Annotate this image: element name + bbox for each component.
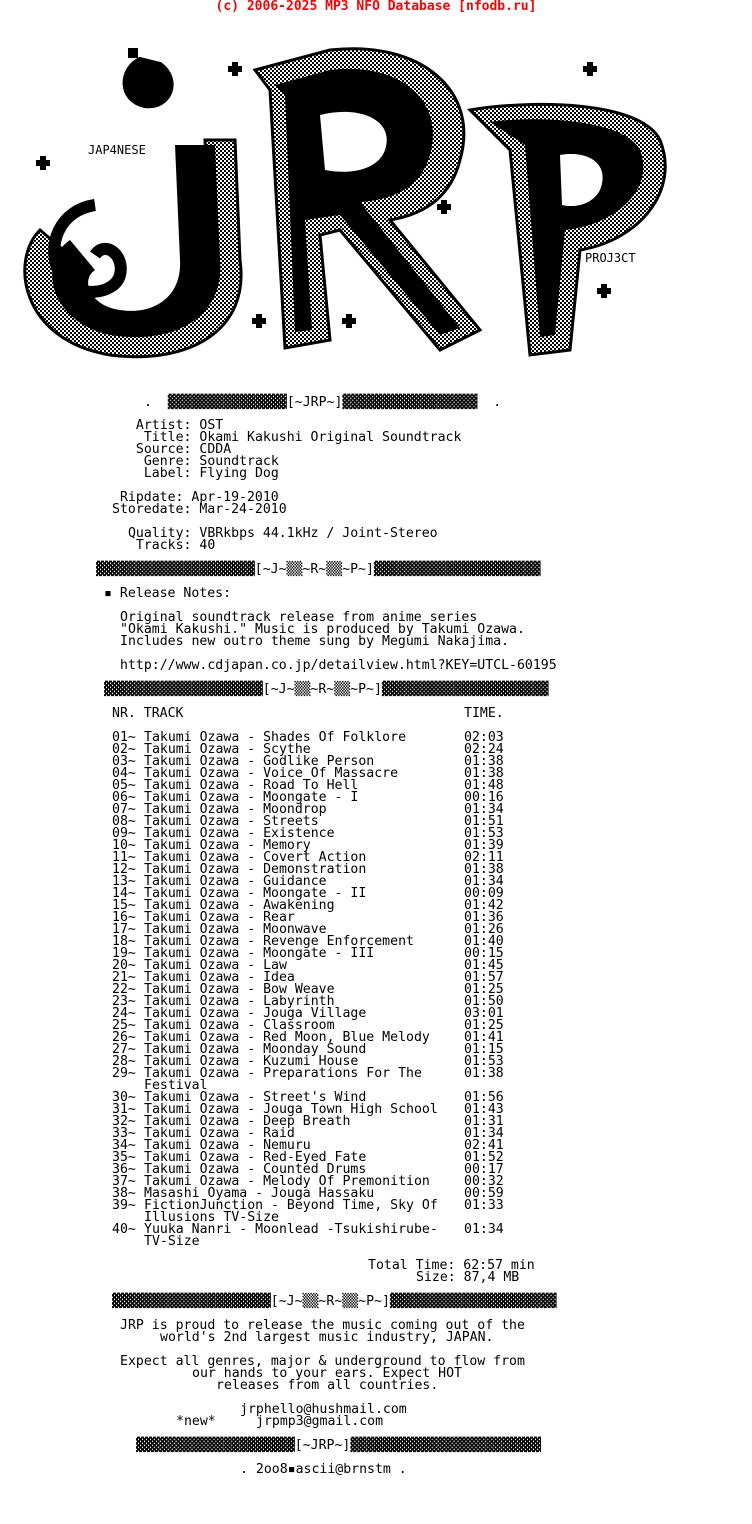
track-time: 01:25 [464, 1018, 504, 1033]
track-time: 01:36 [464, 910, 504, 925]
track-time: 01:34 [464, 1222, 504, 1237]
track-number: 20~ [112, 958, 136, 973]
track-title-continued: Illusions TV-Size [144, 1210, 279, 1225]
track-number: 21~ [112, 970, 136, 985]
track-title: Yuuka Nanri - Moonlead -Tsukishirube- [144, 1222, 438, 1237]
track-time: 02:41 [464, 1138, 504, 1153]
track-number: 14~ [112, 886, 136, 901]
track-title: Takumi Ozawa - Moonday Sound [144, 1042, 367, 1057]
release-notes-heading: ▪ Release Notes: [104, 586, 232, 601]
divider-jrp-2: ▓▓▓▓▓▓▓▓▓▓▓▓▓▓▓▓▓▓▓▓[~J~▒▒~R~▒▒~P~]▓▓▓▓▓▓▓▓▓▓▓▓▓▓▓▓▓▓▓▓▓ [104, 682, 549, 697]
track-time: 01:53 [464, 826, 504, 841]
track-title: Takumi Ozawa - Moonwave [144, 922, 327, 937]
track-title: Takumi Ozawa - Moondrop [144, 802, 327, 817]
track-number: 40~ [112, 1222, 136, 1237]
tracklist-header-time: TIME. [464, 706, 504, 721]
track-time: 01:31 [464, 1114, 504, 1129]
track-time: 02:03 [464, 730, 504, 745]
track-title: Masashi Oyama - Jouga Hassaku [144, 1186, 375, 1201]
jrp-ascii-logo [0, 30, 752, 387]
track-number: 39~ [112, 1198, 136, 1213]
track-title: Takumi Ozawa - Guidance [144, 874, 327, 889]
track-title: Takumi Ozawa - Streets [144, 814, 319, 829]
track-time: 01:53 [464, 1054, 504, 1069]
track-number: 10~ [112, 838, 136, 853]
track-title: Takumi Ozawa - Rear [144, 910, 295, 925]
track-title: Takumi Ozawa - Awakening [144, 898, 335, 913]
contact-email-2[interactable]: jrpmp3@gmail.com [256, 1414, 384, 1429]
track-number: 18~ [112, 934, 136, 949]
release-notes-url[interactable]: http://www.cdjapan.co.jp/detailview.html?KEY=UTCL-60195 [120, 658, 557, 673]
track-title: Takumi Ozawa - Jouga Town High School [144, 1102, 438, 1117]
track-title: Takumi Ozawa - Revenge Enforcement [144, 934, 414, 949]
track-time: 01:56 [464, 1090, 504, 1105]
track-time: 01:40 [464, 934, 504, 949]
info-genre: Genre: Soundtrack [120, 454, 279, 469]
track-number: 02~ [112, 742, 136, 757]
track-title: Takumi Ozawa - Jouga Village [144, 1006, 367, 1021]
track-time: 01:34 [464, 874, 504, 889]
track-title: Takumi Ozawa - Moongate - II [144, 886, 367, 901]
track-title: Takumi Ozawa - Labyrinth [144, 994, 335, 1009]
track-title: FictionJunction - Beyond Time, Sky Of [144, 1198, 438, 1213]
track-time: 00:16 [464, 790, 504, 805]
track-time: 00:59 [464, 1186, 504, 1201]
track-title: Takumi Ozawa - Preparations For The [144, 1066, 422, 1081]
track-number: 07~ [112, 802, 136, 817]
track-number: 05~ [112, 778, 136, 793]
track-number: 16~ [112, 910, 136, 925]
info-label: Label: Flying Dog [120, 466, 279, 481]
track-time: 01:25 [464, 982, 504, 997]
track-title: Takumi Ozawa - Scythe [144, 742, 311, 757]
total-time: Total Time: 62:57 min [368, 1258, 535, 1273]
about-line: releases from all countries. [216, 1378, 439, 1393]
logo-letter-j [25, 48, 241, 357]
jrp-logo-art [0, 30, 752, 382]
track-title: Takumi Ozawa - Classroom [144, 1018, 335, 1033]
track-title: Takumi Ozawa - Godlike Person [144, 754, 375, 769]
track-time: 02:24 [464, 742, 504, 757]
track-title: Takumi Ozawa - Memory [144, 838, 311, 853]
track-number: 19~ [112, 946, 136, 961]
contact-email-1[interactable]: jrphello@hushmail.com [240, 1402, 407, 1417]
release-notes-line: Original soundtrack release from anime series [120, 610, 478, 625]
divider-top: . ▓▓▓▓▓▓▓▓▓▓▓▓▓▓▓[~JRP~]▓▓▓▓▓▓▓▓▓▓▓▓▓▓▓▓▓ . [136, 395, 502, 410]
track-number: 01~ [112, 730, 136, 745]
track-title: Takumi Ozawa - Counted Drums [144, 1162, 367, 1177]
track-time: 01:42 [464, 898, 504, 913]
track-number: 35~ [112, 1150, 136, 1165]
track-number: 04~ [112, 766, 136, 781]
track-number: 22~ [112, 982, 136, 997]
track-number: 23~ [112, 994, 136, 1009]
about-line: Expect all genres, major & underground to flow from [120, 1354, 525, 1369]
track-number: 31~ [112, 1102, 136, 1117]
track-title: Takumi Ozawa - Demonstration [144, 862, 367, 877]
track-title: Takumi Ozawa - Melody Of Premonition [144, 1174, 430, 1189]
track-number: 17~ [112, 922, 136, 937]
track-time: 01:38 [464, 862, 504, 877]
release-notes-line: "Okami Kakushi." Music is produced by Takumi Ozawa. [120, 622, 525, 637]
track-title: Takumi Ozawa - Idea [144, 970, 295, 985]
logo-label-japanese: JAP4NESE [88, 143, 146, 157]
track-title: Takumi Ozawa - Street's Wind [144, 1090, 367, 1105]
tracklist-header-nr-track: NR. TRACK [112, 706, 184, 721]
track-time: 01:15 [464, 1042, 504, 1057]
track-number: 08~ [112, 814, 136, 829]
about-line: our hands to your ears. Expect HOT [192, 1366, 462, 1381]
track-title: Takumi Ozawa - Red Moon, Blue Melody [144, 1030, 430, 1045]
track-number: 06~ [112, 790, 136, 805]
divider-bottom: ▓▓▓▓▓▓▓▓▓▓▓▓▓▓▓▓▓▓▓▓[~JRP~]▓▓▓▓▓▓▓▓▓▓▓▓▓▓▓▓▓▓▓▓▓▓▓▓ [136, 1438, 541, 1453]
track-number: 12~ [112, 862, 136, 877]
about-line: JRP is proud to release the music coming out of the [120, 1318, 525, 1333]
track-time: 01:41 [464, 1030, 504, 1045]
track-number: 29~ [112, 1066, 136, 1081]
track-number: 24~ [112, 1006, 136, 1021]
contact-email-new-label: *new* [176, 1414, 216, 1429]
info-artist: Artist: OST [120, 418, 224, 433]
track-time: 01:48 [464, 778, 504, 793]
about-line: world's 2nd largest music industry, JAPAN. [160, 1330, 494, 1345]
track-time: 01:38 [464, 754, 504, 769]
track-number: 33~ [112, 1126, 136, 1141]
track-title: Takumi Ozawa - Raid [144, 1126, 295, 1141]
track-title: Takumi Ozawa - Existence [144, 826, 335, 841]
track-number: 09~ [112, 826, 136, 841]
track-number: 28~ [112, 1054, 136, 1069]
track-time: 03:01 [464, 1006, 504, 1021]
track-time: 00:09 [464, 886, 504, 901]
track-time: 01:34 [464, 1126, 504, 1141]
track-time: 01:34 [464, 802, 504, 817]
info-storedate: Storedate: Mar-24-2010 [112, 502, 287, 517]
track-number: 34~ [112, 1138, 136, 1153]
track-title: Takumi Ozawa - Covert Action [144, 850, 367, 865]
track-time: 01:45 [464, 958, 504, 973]
track-title: Takumi Ozawa - Deep Breath [144, 1114, 351, 1129]
divider-jrp-1: ▓▓▓▓▓▓▓▓▓▓▓▓▓▓▓▓▓▓▓▓[~J~▒▒~R~▒▒~P~]▓▓▓▓▓▓▓▓▓▓▓▓▓▓▓▓▓▓▓▓▓ [96, 562, 541, 577]
track-title: Takumi Ozawa - Kuzumi House [144, 1054, 359, 1069]
info-tracks: Tracks: 40 [120, 538, 216, 553]
track-time: 01:52 [464, 1150, 504, 1165]
track-number: 15~ [112, 898, 136, 913]
track-number: 36~ [112, 1162, 136, 1177]
track-number: 32~ [112, 1114, 136, 1129]
track-time: 01:33 [464, 1198, 504, 1213]
track-number: 27~ [112, 1042, 136, 1057]
logo-label-project: PROJ3CT [585, 251, 636, 265]
track-number: 38~ [112, 1186, 136, 1201]
track-time: 01:57 [464, 970, 504, 985]
info-title: Title: Okami Kakushi Original Soundtrack [120, 430, 462, 445]
release-notes-line: Includes new outro theme sung by Megumi Nakajima. [120, 634, 510, 649]
track-title: Takumi Ozawa - Law [144, 958, 287, 973]
track-title: Takumi Ozawa - Nemuru [144, 1138, 311, 1153]
track-number: 30~ [112, 1090, 136, 1105]
track-number: 13~ [112, 874, 136, 889]
track-time: 00:15 [464, 946, 504, 961]
track-number: 26~ [112, 1030, 136, 1045]
info-ripdate: Ripdate: Apr-19-2010 [112, 490, 279, 505]
info-quality: Quality: VBRkbps 44.1kHz / Joint-Stereo [120, 526, 438, 541]
track-number: 37~ [112, 1174, 136, 1189]
track-time: 01:26 [464, 922, 504, 937]
logo-letter-r [255, 49, 480, 350]
logo-letter-p [470, 104, 665, 355]
track-time: 01:50 [464, 994, 504, 1009]
track-time: 01:38 [464, 1066, 504, 1081]
logo-label-release: REL3ASE [336, 95, 387, 109]
track-title: Takumi Ozawa - Voice Of Massacre [144, 766, 399, 781]
track-title: Takumi Ozawa - Shades Of Folklore [144, 730, 407, 745]
track-time: 01:43 [464, 1102, 504, 1117]
track-title: Takumi Ozawa - Moongate - III [144, 946, 375, 961]
track-number: 03~ [112, 754, 136, 769]
track-number: 11~ [112, 850, 136, 865]
nfodb-header-link[interactable]: (c) 2006-2025 MP3 NFO Database [nfodb.ru] [215, 0, 537, 14]
track-time: 01:38 [464, 766, 504, 781]
track-time: 01:51 [464, 814, 504, 829]
track-title-continued: Festival [144, 1078, 208, 1093]
track-title: Takumi Ozawa - Road To Hell [144, 778, 359, 793]
ascii-signature: . 2oo8▪ascii@brnstm . [240, 1462, 407, 1477]
total-size: Size: 87,4 MB [416, 1270, 520, 1285]
track-time: 00:32 [464, 1174, 504, 1189]
info-source: Source: CDDA [120, 442, 232, 457]
track-title: Takumi Ozawa - Moongate - I [144, 790, 359, 805]
track-title-continued: TV-Size [144, 1234, 200, 1249]
track-number: 25~ [112, 1018, 136, 1033]
track-time: 02:11 [464, 850, 504, 865]
track-time: 00:17 [464, 1162, 504, 1177]
track-time: 01:39 [464, 838, 504, 853]
track-title: Takumi Ozawa - Red-Eyed Fate [144, 1150, 367, 1165]
divider-jrp-3: ▓▓▓▓▓▓▓▓▓▓▓▓▓▓▓▓▓▓▓▓[~J~▒▒~R~▒▒~P~]▓▓▓▓▓▓▓▓▓▓▓▓▓▓▓▓▓▓▓▓▓ [112, 1294, 557, 1309]
track-title: Takumi Ozawa - Bow Weave [144, 982, 335, 997]
